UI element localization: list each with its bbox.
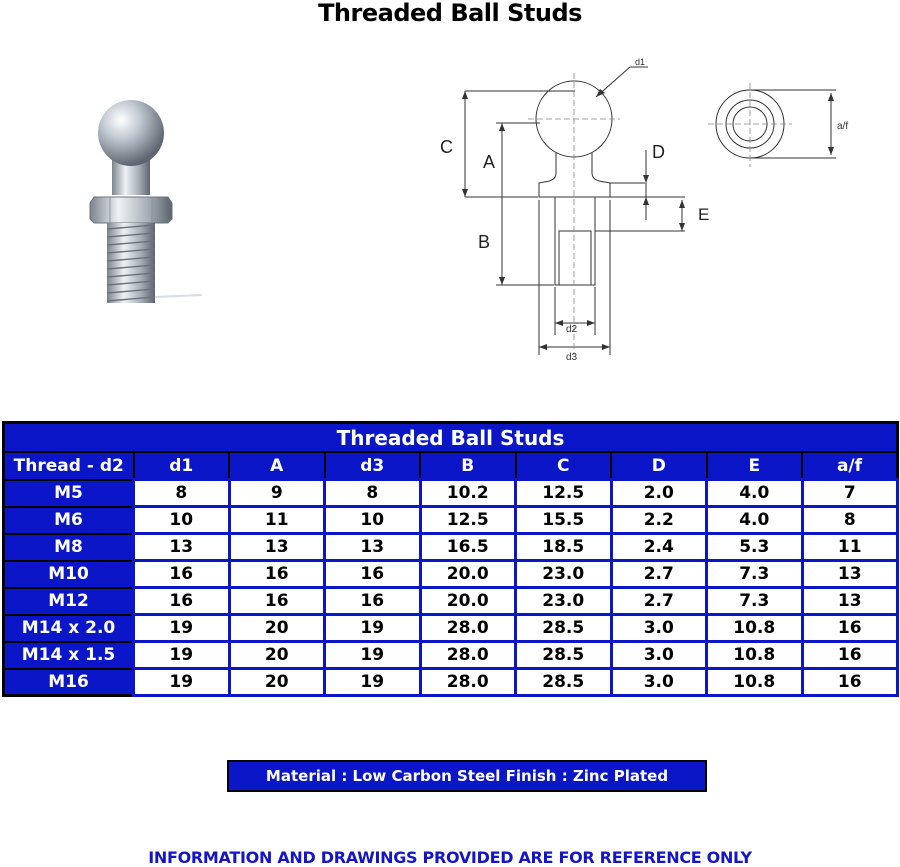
dimension-cell: 15.5 xyxy=(516,507,612,534)
dimension-cell: 13 xyxy=(229,534,325,561)
dimension-cell: 16 xyxy=(325,561,421,588)
dimension-cell: 13 xyxy=(802,561,898,588)
dimension-cell: 16.5 xyxy=(420,534,516,561)
dimension-cell: 12.5 xyxy=(420,507,516,534)
column-header: d1 xyxy=(134,452,230,480)
dimension-cell: 19 xyxy=(325,615,421,642)
thread-size-cell: M16 xyxy=(4,669,134,696)
dimension-cell: 16 xyxy=(325,588,421,615)
dimension-cell: 23.0 xyxy=(516,588,612,615)
column-header: d3 xyxy=(325,452,421,480)
table-header-row xyxy=(4,452,898,480)
column-header: A xyxy=(229,452,325,480)
dimension-cell: 9 xyxy=(229,480,325,507)
label-d2: d2 xyxy=(566,324,578,335)
table-row xyxy=(4,669,898,696)
label-a: A xyxy=(483,152,496,172)
dimension-cell: 13 xyxy=(134,534,230,561)
table-row xyxy=(4,507,898,534)
dimension-cell: 20.0 xyxy=(420,588,516,615)
dimension-cell: 7 xyxy=(802,480,898,507)
column-header: D xyxy=(611,452,707,480)
table-row xyxy=(4,561,898,588)
dimension-cell: 2.7 xyxy=(611,561,707,588)
thread-size-cell: M14 x 1.5 xyxy=(4,642,134,669)
dimension-cell: 19 xyxy=(134,615,230,642)
table-row xyxy=(4,642,898,669)
dimension-cell: 18.5 xyxy=(516,534,612,561)
dimension-cell: 19 xyxy=(325,642,421,669)
dimension-cell: 13 xyxy=(802,588,898,615)
thread-size-cell: M5 xyxy=(4,480,134,507)
dimension-cell: 20 xyxy=(229,642,325,669)
dimension-cell: 16 xyxy=(134,588,230,615)
dimension-cell: 8 xyxy=(134,480,230,507)
table-row xyxy=(4,534,898,561)
dimension-cell: 28.5 xyxy=(516,642,612,669)
dimension-cell: 12.5 xyxy=(516,480,612,507)
ball-stud-photo xyxy=(80,95,220,310)
dimension-cell: 10 xyxy=(134,507,230,534)
column-header: C xyxy=(516,452,612,480)
dimension-cell: 2.7 xyxy=(611,588,707,615)
dimension-cell: 28.5 xyxy=(516,669,612,696)
dimension-cell: 20 xyxy=(229,615,325,642)
dimension-cell: 8 xyxy=(802,507,898,534)
dimension-cell: 3.0 xyxy=(611,642,707,669)
dimension-cell: 3.0 xyxy=(611,669,707,696)
dimension-cell: 4.0 xyxy=(707,507,803,534)
thread-size-cell: M14 x 2.0 xyxy=(4,615,134,642)
table-caption: Threaded Ball Studs xyxy=(4,423,898,453)
dimension-cell: 28.0 xyxy=(420,669,516,696)
dimension-cell: 20 xyxy=(229,669,325,696)
dimension-cell: 4.0 xyxy=(707,480,803,507)
thread-size-cell: M12 xyxy=(4,588,134,615)
dimension-cell: 19 xyxy=(325,669,421,696)
dimension-cell: 10.8 xyxy=(707,669,803,696)
disclaimer-footer: INFORMATION AND DRAWINGS PROVIDED ARE FOR REFERENCE ONLY xyxy=(148,848,752,867)
dimension-cell: 20.0 xyxy=(420,561,516,588)
dimension-cell: 16 xyxy=(229,561,325,588)
dimension-cell: 5.3 xyxy=(707,534,803,561)
label-d1: d1 xyxy=(635,57,646,67)
label-c: C xyxy=(440,137,453,157)
dimension-cell: 2.2 xyxy=(611,507,707,534)
page-title: Threaded Ball Studs xyxy=(318,0,582,27)
dimension-cell: 28.5 xyxy=(516,615,612,642)
table-row xyxy=(4,588,898,615)
dimension-cell: 11 xyxy=(229,507,325,534)
label-af: a/f xyxy=(837,121,849,132)
dimension-cell: 10 xyxy=(325,507,421,534)
dimension-cell: 7.3 xyxy=(707,588,803,615)
thread-size-cell: M10 xyxy=(4,561,134,588)
table-row xyxy=(4,615,898,642)
spec-table xyxy=(2,421,899,697)
dimension-cell: 11 xyxy=(802,534,898,561)
dimension-cell: 2.4 xyxy=(611,534,707,561)
dimension-cell: 19 xyxy=(134,669,230,696)
label-d3: d3 xyxy=(566,352,578,363)
dimension-cell: 16 xyxy=(134,561,230,588)
thread-size-cell: M8 xyxy=(4,534,134,561)
dimension-cell: 10.2 xyxy=(420,480,516,507)
label-d: D xyxy=(652,142,665,162)
material-note: Material : Low Carbon Steel Finish : Zinc Plated xyxy=(227,760,707,792)
dimension-cell: 28.0 xyxy=(420,615,516,642)
dimension-cell: 8 xyxy=(325,480,421,507)
dimension-cell: 16 xyxy=(229,588,325,615)
technical-drawing xyxy=(430,55,870,375)
column-header: E xyxy=(707,452,803,480)
dimension-cell: 7.3 xyxy=(707,561,803,588)
label-e: E xyxy=(698,205,710,224)
column-header: B xyxy=(420,452,516,480)
dimension-cell: 16 xyxy=(802,615,898,642)
dimension-cell: 19 xyxy=(134,642,230,669)
dimension-cell: 16 xyxy=(802,642,898,669)
column-header: a/f xyxy=(802,452,898,480)
dimension-cell: 28.0 xyxy=(420,642,516,669)
label-b: B xyxy=(478,232,491,252)
dimension-cell: 16 xyxy=(802,669,898,696)
dimension-cell: 13 xyxy=(325,534,421,561)
dimension-cell: 2.0 xyxy=(611,480,707,507)
dimension-cell: 10.8 xyxy=(707,615,803,642)
dimension-cell: 10.8 xyxy=(707,642,803,669)
dimension-cell: 23.0 xyxy=(516,561,612,588)
table-row xyxy=(4,480,898,507)
table-body xyxy=(4,480,898,696)
column-header: Thread - d2 xyxy=(4,452,134,480)
dimension-cell: 3.0 xyxy=(611,615,707,642)
thread-size-cell: M6 xyxy=(4,507,134,534)
